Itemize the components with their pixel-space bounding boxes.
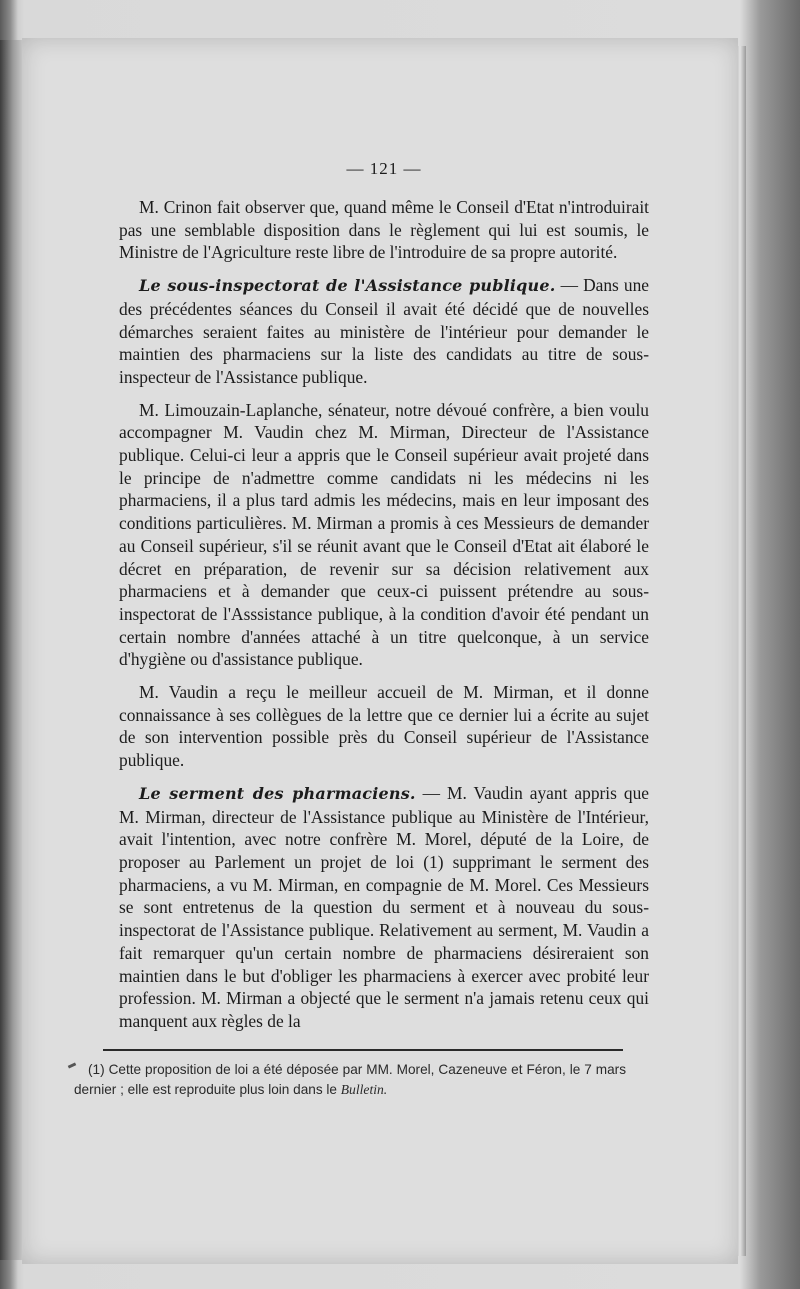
footnote-text: (1) Cette proposition de loi a été déposée par MM. Morel, Cazeneuve et Féron, le 7 mars dernier ; elle est reproduite plus loin dans le bbox=[74, 1062, 626, 1097]
paragraph bbox=[119, 274, 649, 389]
paragraph-text: M. Vaudin a reçu le meilleur accueil de M. Mirman, et il donne connaissance à ses collègues de la lettre que ce dernier lui a écrite au sujet de son intervention possible près du Conseil supérieur de l'Assistance publique. bbox=[119, 682, 649, 771]
footnote-italic: Bulletin. bbox=[340, 1082, 388, 1097]
paragraph bbox=[119, 681, 649, 772]
footnote bbox=[74, 1060, 626, 1100]
paragraph-text: — Dans une des précédentes séances du Conseil il avait été décidé que de nouvelles démarches seraient faites au ministère de l'intérieur pour demander le maintien des pharmaciens sur la liste des candidats au titre de sous-inspecteur de l'Assistance publique. bbox=[119, 275, 649, 387]
paragraph bbox=[119, 782, 649, 1033]
paragraph bbox=[119, 196, 649, 264]
previous-page-edge bbox=[0, 40, 22, 1260]
paragraph-text: M. Limouzain-Laplanche, sénateur, notre dévoué confrère, a bien voulu accompagner M. Vaudin chez M. Mirman, Directeur de l'Assistance publique. Celui-ci leur a appris que le Conseil supérieur avait projeté dans le principe de n'admettre comme candidats ni les médecins ni les pharmaciens, il a plus tard admis les médecins, mais en leur imposant des conditions particulières. M. Mirman a promis à ces Messieurs de demander au Conseil supérieur, s'il se réunit avant que le Conseil d'Etat ait élaboré le décret en préparation, de revenir sur sa décision relativement aux pharmaciens et à demander que ceux-ci puissent prétendre au sous-inspectorat de l'Asssistance publique, à la condition d'avoir été pendant un certain nombre d'années attaché à un titre quelconque, à un service d'hygiène ou d'assistance publique. bbox=[119, 399, 649, 670]
section-heading: Le sous-inspectorat de l'Assistance publique. bbox=[139, 276, 556, 296]
body-text bbox=[119, 196, 649, 1043]
paragraph-text: M. Crinon fait observer que, quand même le Conseil d'Etat n'introduirait pas une semblable disposition dans le règlement qui lui est soumis, le Ministre de l'Agriculture reste libre de l'introduire de sa propre autorité. bbox=[119, 197, 649, 263]
footnote-line bbox=[74, 1060, 626, 1100]
footnote-rule bbox=[103, 1049, 623, 1051]
section-heading: Le serment des pharmaciens. bbox=[139, 783, 416, 803]
paragraph-text: — M. Vaudin ayant appris que M. Mirman, directeur de l'Assistance publique au Ministère de l'Intérieur, avait l'intention, avec notre confrère M. Morel, député de la Loire, de proposer au Parlement un projet de loi (1) supprimant le serment des pharmaciens, a vu M. Mirman, en compagnie de M. Morel. Ces Messieurs se sont entretenus de la question du serment et à nouveau du sous-inspectorat de l'Assistance publique. Relativement au serment, M. Vaudin a fait remarquer qu'un certain nombre de pharmaciens désireraient son maintien dans le but d'obliger les pharmaciens à exercer avec probité leur profession. M. Mirman a objecté que le serment n'a jamais retenu ceux qui manquent aux règles de la bbox=[119, 782, 649, 1031]
paragraph bbox=[119, 399, 649, 671]
page-number: — 121 — bbox=[346, 159, 422, 178]
